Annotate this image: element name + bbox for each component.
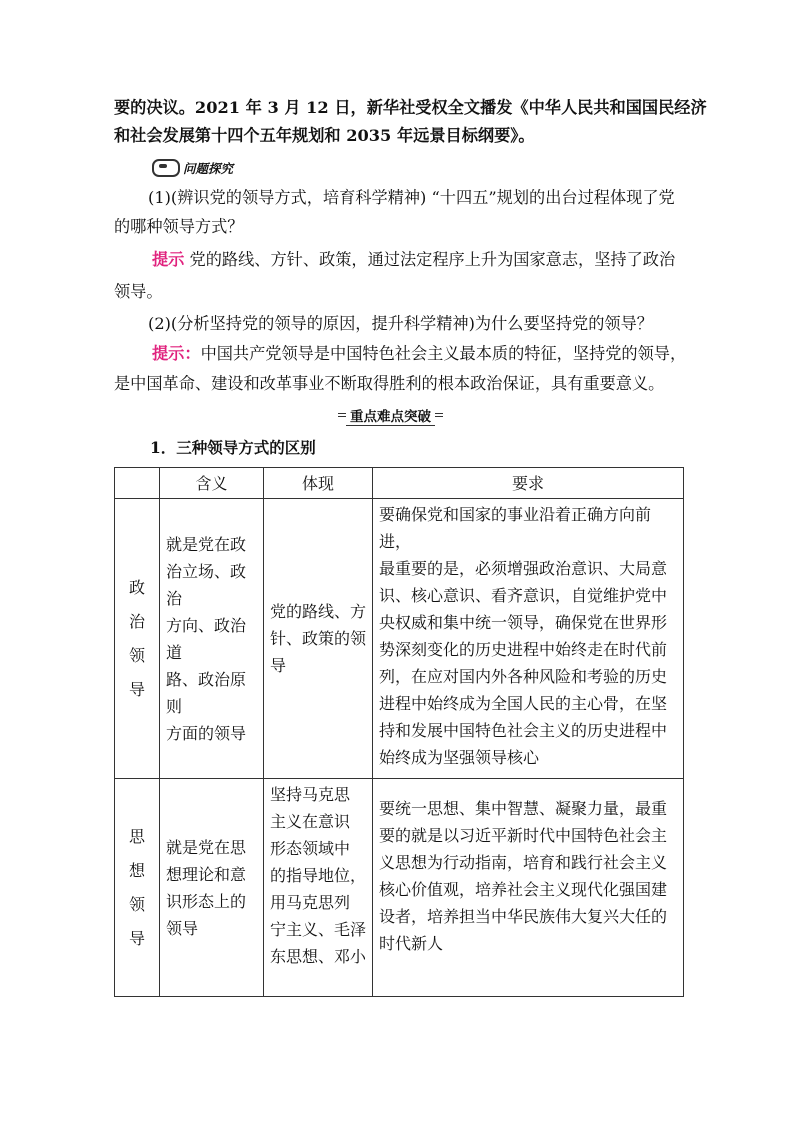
row-head-ideological-leadership [115, 779, 160, 997]
text-line: 方向、政治道 [166, 615, 247, 662]
question-1-line-2: 的哪种领导方式？ [114, 217, 244, 236]
text-line: 就是党在思 [166, 837, 247, 857]
banner-text: 重点难点突破 [346, 405, 435, 426]
text-line: 势深刻变化的历史进程中始终走在时代前 [379, 640, 668, 659]
header-requirement: 要求 [373, 468, 684, 499]
key-points-banner [338, 404, 443, 426]
answer-2-line-1 [152, 343, 686, 365]
text-line: 核心价值观，培养社会主义现代化强国建 [379, 880, 668, 899]
row-head-char: 思 [128, 826, 145, 846]
banner-left-rule [338, 413, 346, 417]
row-head-char: 导 [128, 679, 145, 699]
text-line: 要统一思想、集中智慧、凝聚力量，最重 [379, 799, 668, 818]
section-heading-label: 问题探究 [183, 161, 234, 176]
table-row-ideological [115, 779, 684, 997]
answer-1-line-1 [152, 249, 675, 271]
text-line: 用马克思列 [270, 893, 351, 912]
text-line: 党的路线、方 [270, 602, 367, 621]
text-line: 的指导地位， [270, 866, 367, 885]
text-line: 列，在应对国内外各种风险和考验的历史 [379, 667, 668, 686]
text-line: 治立场、政治 [166, 561, 247, 608]
table-title: 1．三种领导方式的区别 [150, 438, 316, 457]
answer-2-line-2: 是中国革命、建设和改革事业不断取得胜利的根本政治保证，具有重要意义。 [114, 374, 665, 393]
text-line: 宁主义、毛泽 [270, 920, 367, 939]
text-line: 方面的领导 [166, 723, 247, 743]
ideological-embodiment [264, 779, 373, 997]
header-empty [115, 468, 160, 499]
section-heading-problem-inquiry [152, 157, 233, 179]
text-line: 想理论和意 [166, 864, 247, 884]
intro-line-2: 和社会发展第十四个五年规划和 2035 年远景目标纲要》。 [114, 126, 535, 145]
answer-2-text: 中国共产党领导是中国特色社会主义最本质的特征，坚持党的领导， [200, 344, 687, 363]
question-2-line-1: (2)(分析坚持党的领导的原因，提升科学精神)为什么要坚持党的领导？ [148, 314, 653, 333]
text-line: 就是党在政 [166, 534, 247, 554]
text-line: 要的就是以习近平新时代中国特色社会主 [379, 826, 668, 845]
text-line: 主义在意识 [270, 812, 351, 831]
text-line: 导 [270, 656, 287, 675]
text-line: 时代新人 [379, 934, 444, 953]
political-requirement [373, 499, 684, 779]
table-row-political [115, 499, 684, 779]
text-line: 识、核心意识、看齐意识，自觉维护党中 [379, 586, 668, 605]
ideological-meaning [160, 779, 264, 997]
text-line: 领导 [166, 918, 199, 938]
row-head-char: 领 [128, 645, 145, 665]
hint-label: 提示 [152, 250, 185, 269]
political-embodiment [264, 499, 373, 779]
leadership-comparison-table [114, 467, 684, 997]
row-head-char: 领 [128, 894, 145, 914]
answer-1-line-2: 领导。 [114, 282, 163, 301]
text-line: 针、政策的领 [270, 629, 367, 648]
row-head-political-leadership [115, 499, 160, 779]
header-meaning: 含义 [160, 468, 264, 499]
text-line: 始终成为坚强领导核心 [379, 748, 540, 767]
section-badge-icon [152, 159, 180, 177]
banner-right-rule [435, 413, 443, 417]
text-line: 东思想、邓小 [270, 947, 367, 966]
text-line: 识形态上的 [166, 891, 247, 911]
intro-line-1: 要的决议。2021 年 3 月 12 日，新华社受权全文播发《中华人民共和国国民经济 [114, 98, 707, 117]
political-meaning [160, 499, 264, 779]
row-head-char: 导 [128, 928, 145, 948]
header-embodiment: 体现 [264, 468, 373, 499]
hint-label: 提示： [152, 344, 201, 363]
text-line: 要确保党和国家的事业沿着正确方向前进， [379, 505, 652, 551]
text-line: 央权威和集中统一领导，确保党在世界形 [379, 613, 668, 632]
question-1-line-1: (1)(辨识党的领导方式，培育科学精神) “十四五”规划的出台过程体现了党 [148, 188, 675, 207]
row-head-char: 政 [128, 577, 145, 597]
text-line: 义思想为行动指南，培育和践行社会主义 [379, 853, 668, 872]
text-line: 持和发展中国特色社会主义的历史进程中 [379, 721, 668, 740]
text-line: 坚持马克思 [270, 785, 351, 804]
text-line: 进程中始终成为全国人民的主心骨，在坚 [379, 694, 668, 713]
text-line: 设者，培养担当中华民族伟大复兴大任的 [379, 907, 668, 926]
row-head-char: 想 [128, 860, 145, 880]
row-head-char: 治 [128, 611, 145, 631]
text-line: 形态领域中 [270, 839, 351, 858]
text-line: 路、政治原则 [166, 669, 247, 716]
answer-1-text: 党的路线、方针、政策，通过法定程序上升为国家意志，坚持了政治 [184, 250, 676, 269]
text-line: 最重要的是，必须增强政治意识、大局意 [379, 559, 668, 578]
ideological-requirement [373, 779, 684, 997]
table-header-row [115, 468, 684, 499]
